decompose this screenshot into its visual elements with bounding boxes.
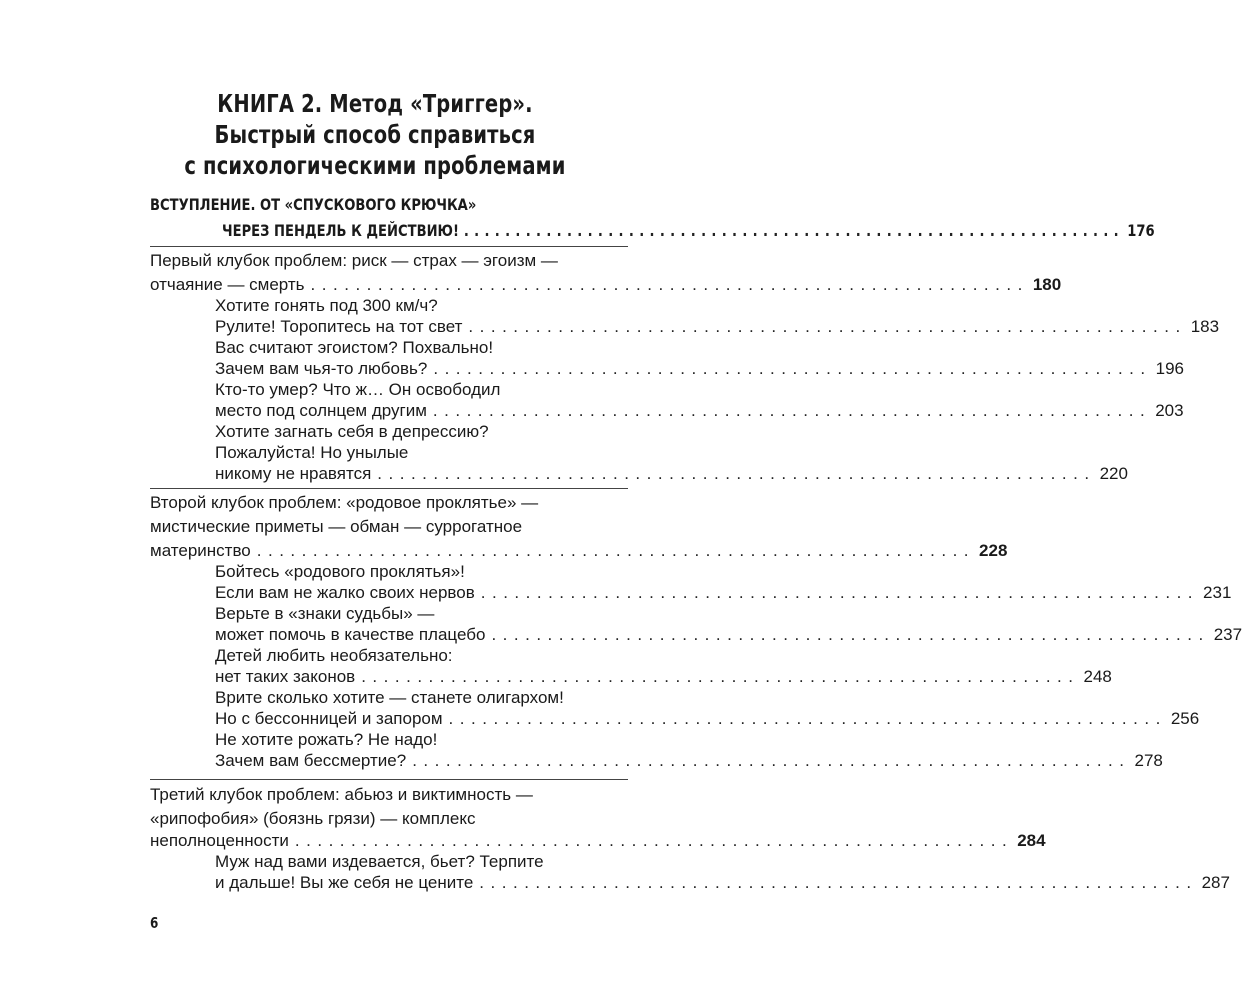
chapter-title-line: Третий клубок проблем: абьюз и виктимность — xyxy=(150,785,533,804)
section-entry[interactable] xyxy=(215,462,1128,486)
page-ref: 228 xyxy=(979,541,1008,560)
section-title-line: Рулите! Торопитесь на тот свет xyxy=(215,317,463,336)
page-number: 6 xyxy=(150,914,159,932)
section-title-line: Муж над вами издевается, бьет? Терпите xyxy=(215,852,544,871)
page-ref: 237 xyxy=(1213,625,1242,644)
page-ref: 180 xyxy=(1032,275,1062,294)
section-title-line: Пожалуйста! Но унылые xyxy=(215,443,409,462)
section-title-line: и дальше! Вы же себя не цените xyxy=(215,873,474,892)
divider xyxy=(150,246,628,247)
page-ref: 287 xyxy=(1201,873,1230,892)
chapter-title-line: мистические приметы — обман — суррогатное xyxy=(150,517,523,536)
chapter-title-line: неполноценности xyxy=(150,831,289,850)
dot-leader: ................................................................ xyxy=(448,709,1167,728)
dot-leader: ................................................................ xyxy=(256,541,976,560)
section-title-line: Зачем вам бессмертие? xyxy=(215,751,407,770)
chapter-title-line: «рипофобия» (боязнь грязи) — комплекс xyxy=(150,809,476,828)
intro-entry[interactable] xyxy=(222,219,1155,243)
dot-leader: ................................................................ xyxy=(491,625,1210,644)
section-title-line: Хотите гонять под 300 км/ч? xyxy=(215,296,438,315)
page-ref: 278 xyxy=(1134,751,1163,770)
section-title-line: никому не нравятся xyxy=(215,464,372,483)
page-ref: 248 xyxy=(1083,667,1112,686)
section-entry[interactable] xyxy=(215,749,1163,773)
page-ref: 183 xyxy=(1190,317,1220,336)
dot-leader: ................................................................ xyxy=(479,873,1198,892)
dot-leader: ................................................................ xyxy=(432,401,1152,420)
dot-leader: ................................................................ xyxy=(433,359,1152,378)
divider xyxy=(150,488,628,489)
book-title-line: с психологическими проблемами xyxy=(184,151,566,180)
section-title-line: Зачем вам чья-то любовь? xyxy=(215,359,428,378)
chapter-title-line: отчаяние — смерть xyxy=(150,275,305,294)
book-title-line: Быстрый способ справиться xyxy=(214,120,536,149)
page-ref: 203 xyxy=(1155,401,1184,420)
intro-title-line: ЧЕРЕЗ ПЕНДЕЛЬ К ДЕЙСТВИЮ! xyxy=(222,221,459,240)
chapter-title-line: Второй клубок проблем: «родовое проклятье» — xyxy=(150,493,539,512)
page-ref: 220 xyxy=(1099,464,1128,483)
section-title-line: место под солнцем другим xyxy=(215,401,427,420)
section-title-line: Кто-то умер? Что ж… Он освободил xyxy=(215,380,501,399)
page-ref: 196 xyxy=(1155,359,1184,378)
page-ref: 284 xyxy=(1017,831,1046,850)
page-ref: 176 xyxy=(1127,221,1155,240)
section-title-line: может помочь в качестве плацебо xyxy=(215,625,486,644)
chapter-title-line: Первый клубок проблем: риск — страх — эгоизм — xyxy=(150,251,558,270)
section-title-line: Детей любить необязательно: xyxy=(215,646,453,665)
section-title-line: Бойтесь «родового проклятья»! xyxy=(215,562,465,581)
page-ref: 231 xyxy=(1203,583,1232,602)
dot-leader: ................................................................ xyxy=(480,583,1200,602)
section-title-line: Не хотите рожать? Не надо! xyxy=(215,730,438,749)
section-entry[interactable] xyxy=(215,871,1230,895)
dot-leader: ................................................................ xyxy=(361,667,1080,686)
section-title-line: Врите сколько хотите — станете олигархом! xyxy=(215,688,564,707)
chapter-title-line: материнство xyxy=(150,541,251,560)
section-title-line: Но с бессонницей и запором xyxy=(215,709,443,728)
section-title-line: Верьте в «знаки судьбы» — xyxy=(215,604,435,623)
page-ref: 256 xyxy=(1170,709,1200,728)
dot-leader: ................................................................ xyxy=(412,751,1131,770)
dot-leader: ................................................................ xyxy=(468,317,1187,336)
dot-leader: ................................................................ xyxy=(310,275,1029,294)
section-title-line: Вас считают эгоистом? Похвально! xyxy=(215,338,494,357)
section-title-line: Если вам не жалко своих нервов xyxy=(215,583,475,602)
book-title-line: КНИГА 2. Метод «Триггер». xyxy=(217,89,533,118)
dot-leader: ................................................................ xyxy=(294,831,1014,850)
dot-leader: ................................................................ xyxy=(377,464,1096,483)
section-title-line: нет таких законов xyxy=(215,667,356,686)
intro-title-line: ВСТУПЛЕНИЕ. ОТ «СПУСКОВОГО КРЮЧКА» xyxy=(150,195,477,214)
section-title-line: Хотите загнать себя в депрессию? xyxy=(215,422,489,441)
divider xyxy=(150,779,628,780)
dot-leader: ................................................................ xyxy=(463,221,1124,240)
